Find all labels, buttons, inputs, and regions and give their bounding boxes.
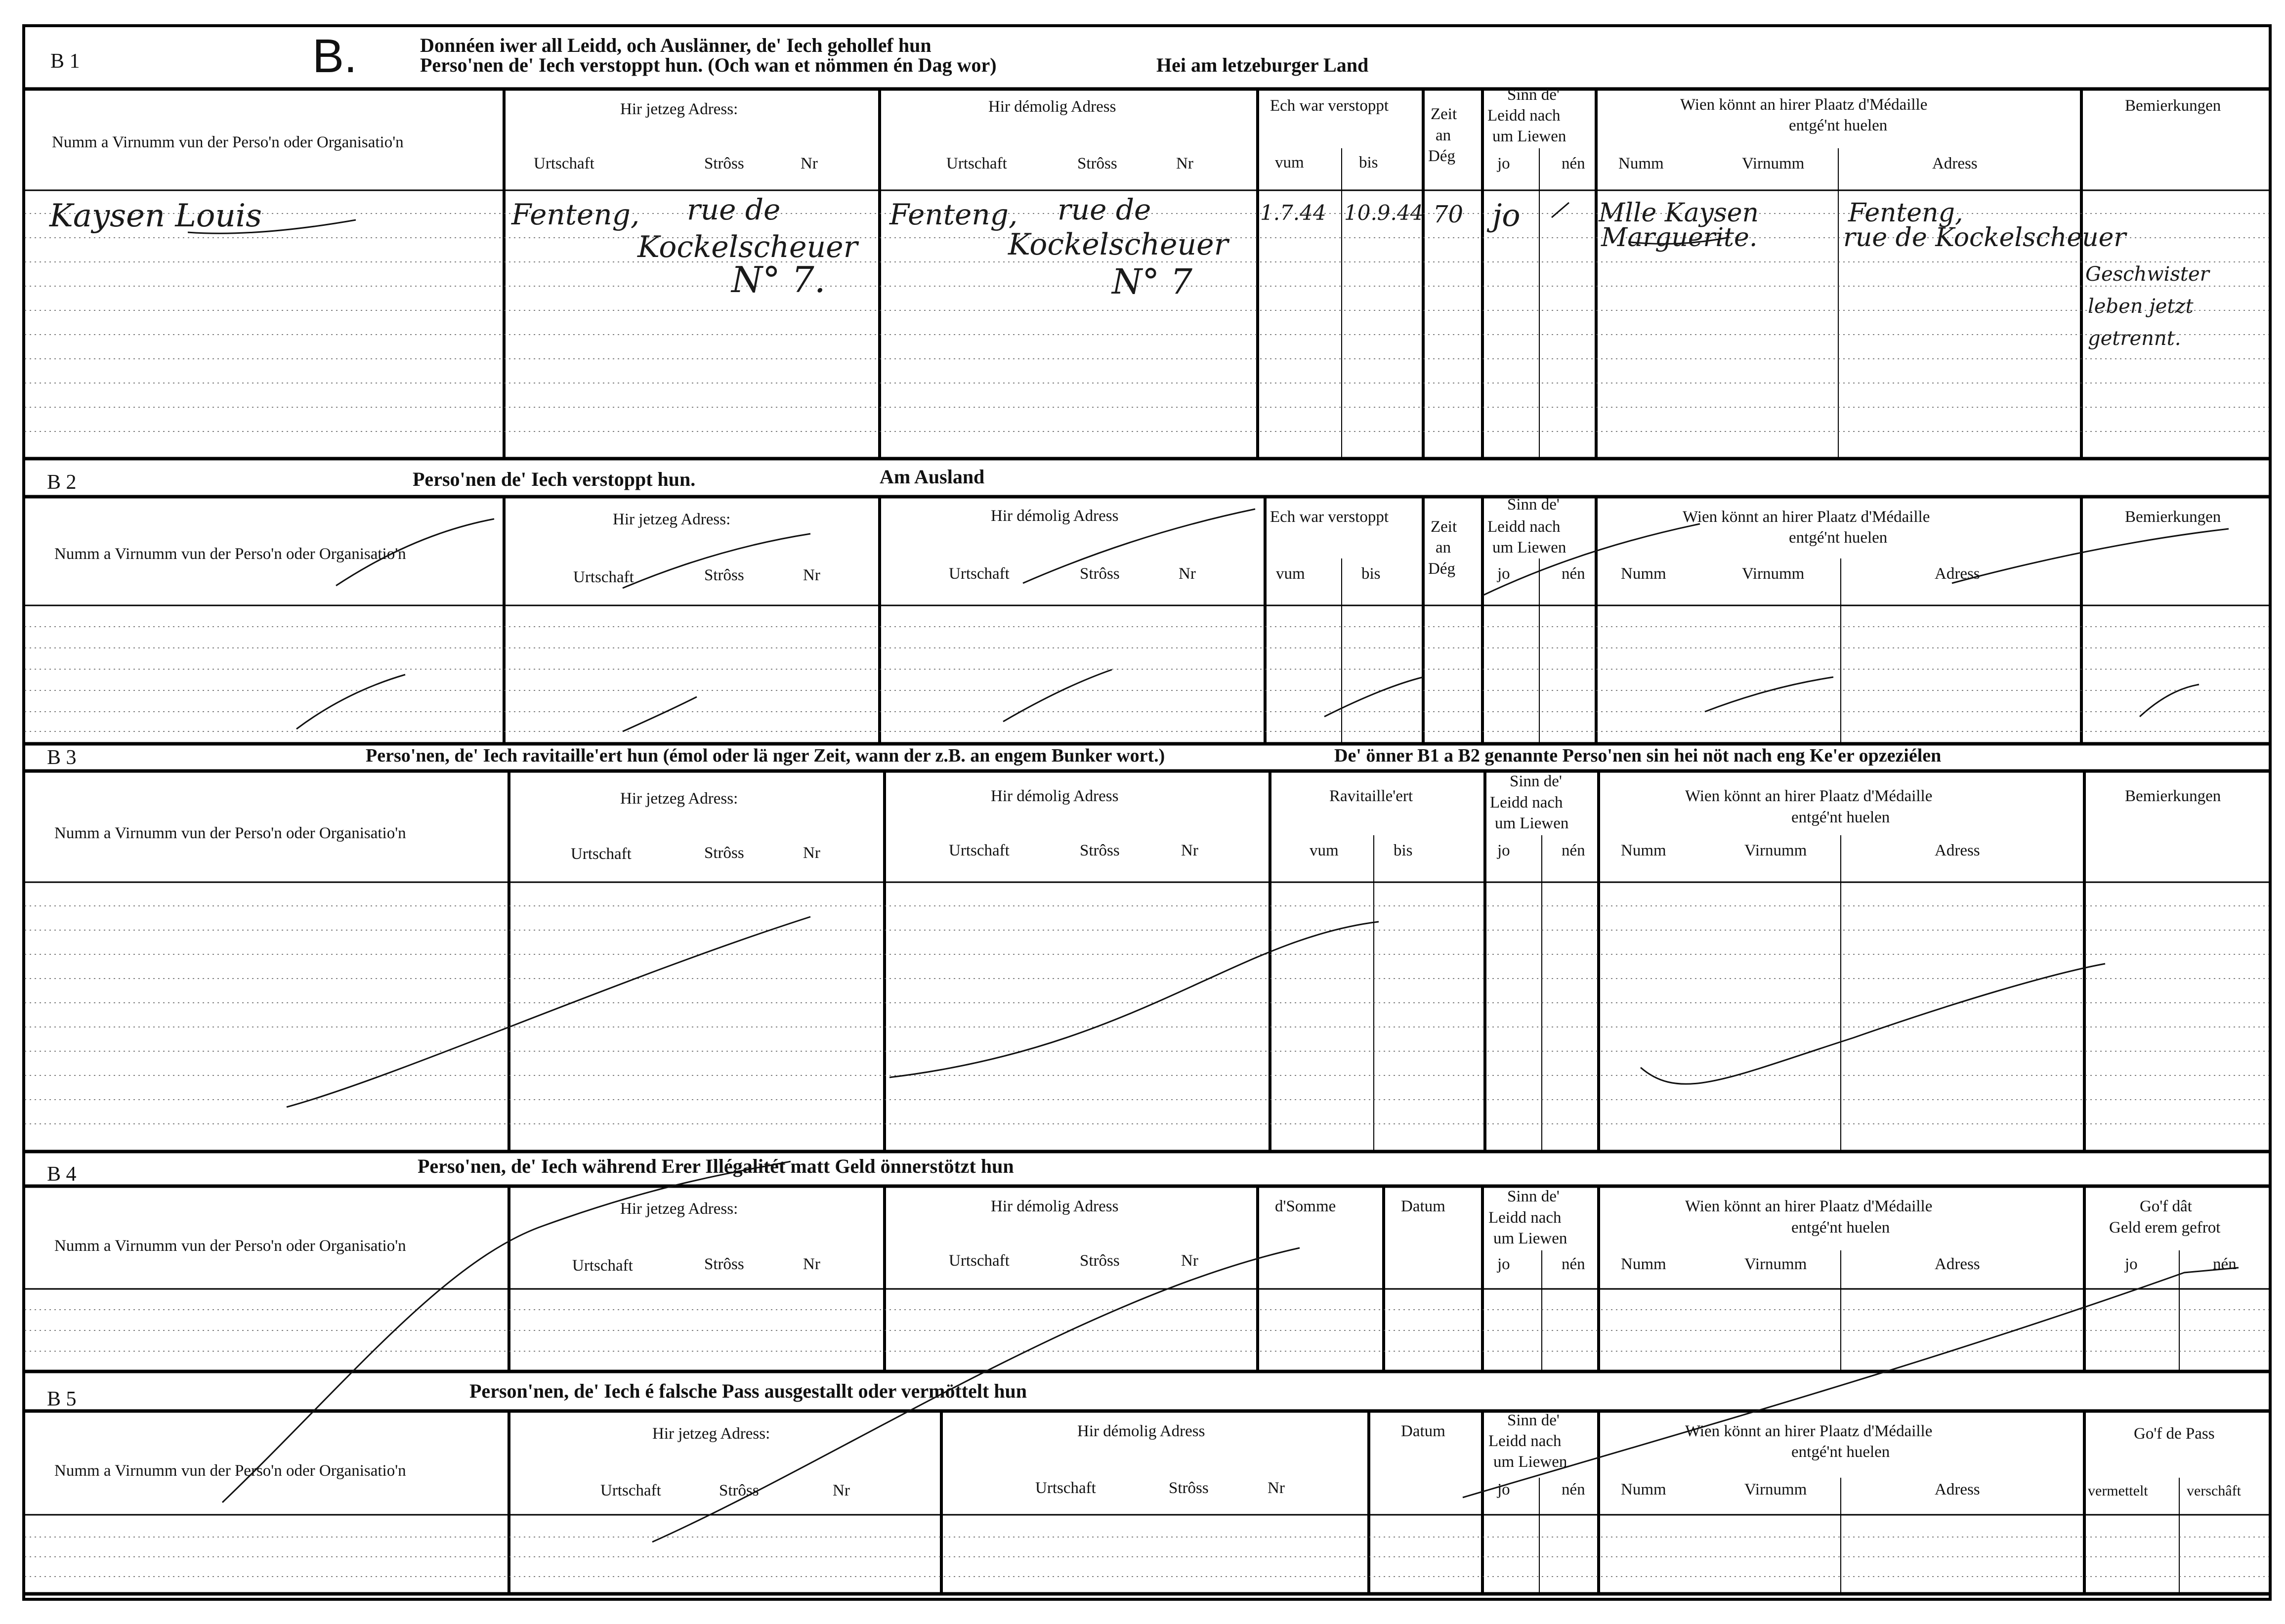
b3-nen: nén	[1562, 842, 1585, 859]
b4-virnumm: Virnumm	[1744, 1255, 1807, 1273]
b3-alive3: um Liewen	[1495, 814, 1569, 832]
entry-from: 1.7.44	[1260, 201, 1326, 225]
b4-gof1: Go'f dât	[2140, 1197, 2192, 1215]
b5-alive2: Leidd nach	[1488, 1432, 1562, 1450]
b4-cur-nr: Nr	[803, 1255, 820, 1273]
b5-alive1: Sinn de'	[1507, 1411, 1560, 1429]
b4-gof-jo: jo	[2125, 1255, 2138, 1273]
b2-bis: bis	[1361, 565, 1381, 583]
section-label-b2: B 2	[47, 471, 77, 494]
b4-numm: Numm	[1621, 1255, 1666, 1273]
form-title-line1: Donnéen iwer all Leidd, och Auslänner, de' Iech gehollef hun	[420, 34, 931, 56]
b1-cur-nr: Nr	[801, 155, 818, 172]
b3-remarks: Bemierkungen	[2125, 787, 2221, 805]
b4-alive3: um Liewen	[1493, 1230, 1567, 1247]
b4-nen: nén	[1562, 1255, 1585, 1273]
b2-alive3: um Liewen	[1492, 539, 1566, 556]
b1-an: an	[1436, 127, 1451, 144]
form-title-right: Hei am letzeburger Land	[1156, 54, 1369, 76]
entry-remark3: getrennt.	[2088, 327, 2181, 350]
b5-old-stross: Strôss	[1169, 1479, 1209, 1497]
entry-old-place: Fenteng,	[889, 198, 1018, 231]
b4-current-address: Hir jetzeg Adress:	[620, 1200, 738, 1218]
b4-gof-nen: nén	[2213, 1255, 2237, 1273]
b5-numm: Numm	[1621, 1481, 1666, 1498]
b5-jo: jo	[1497, 1481, 1510, 1498]
b1-old-urtschaft: Urtschaft	[946, 155, 1007, 172]
b2-vum: vum	[1276, 565, 1305, 583]
b5-vermettelt: vermettelt	[2088, 1483, 2148, 1499]
b1-former-address: Hir démolig Adress	[988, 98, 1116, 116]
b1-nen: nén	[1562, 155, 1585, 172]
b3-numm: Numm	[1621, 842, 1666, 859]
entry-medal-addr2: rue de Kockelscheuer	[1843, 223, 2126, 253]
b2-cur-urtschaft: Urtschaft	[573, 568, 634, 586]
b2-old-stross: Strôss	[1080, 565, 1120, 583]
b3-current-address: Hir jetzeg Adress:	[620, 790, 738, 808]
b3-cur-nr: Nr	[803, 844, 820, 862]
b4-old-nr: Nr	[1181, 1252, 1198, 1270]
section-label-b4: B 4	[47, 1163, 77, 1186]
b1-cur-urtschaft: Urtschaft	[534, 155, 594, 172]
entry-cur-nr: N° 7.	[731, 259, 826, 300]
b2-former-address: Hir démolig Adress	[991, 507, 1119, 525]
b3-medal2: entgé'nt huelen	[1791, 809, 1890, 826]
b1-name-col: Numm a Virnumm vun der Perso'n oder Organisatio'n	[52, 133, 404, 151]
b5-alive3: um Liewen	[1493, 1453, 1567, 1471]
b1-zeit: Zeit	[1431, 105, 1457, 123]
b1-medal1: Wien könnt an hirer Plaatz d'Médaille	[1680, 96, 1928, 114]
b3-adress: Adress	[1935, 842, 1980, 859]
form-letter: B.	[312, 30, 357, 83]
b5-verschafft: verschâft	[2187, 1483, 2241, 1499]
b1-virnumm: Virnumm	[1742, 155, 1805, 172]
b2-nen: nén	[1562, 565, 1585, 583]
b5-medal1: Wien könnt an hirer Plaatz d'Médaille	[1685, 1422, 1933, 1440]
b5-medal2: entgé'nt huelen	[1791, 1443, 1890, 1461]
b3-vum: vum	[1310, 842, 1339, 859]
b5-nen: nén	[1562, 1481, 1585, 1498]
b1-deg: Dég	[1428, 147, 1455, 165]
b1-alive2: Leidd nach	[1487, 107, 1561, 125]
b5-adress: Adress	[1935, 1481, 1980, 1498]
entry-remark2: leben jetzt	[2088, 295, 2194, 318]
b5-heading: Person'nen, de' Iech é falsche Pass ausgestallt oder vermöttelt hun	[469, 1380, 1027, 1402]
b3-old-nr: Nr	[1181, 842, 1198, 859]
b1-old-nr: Nr	[1176, 155, 1193, 172]
b2-zeit: Zeit	[1431, 518, 1457, 536]
b1-alive1: Sinn de'	[1507, 86, 1560, 104]
b4-jo: jo	[1497, 1255, 1510, 1273]
entry-cur-street2: Kockelscheuer	[637, 230, 858, 264]
b1-numm: Numm	[1618, 155, 1664, 172]
b5-old-urtschaft: Urtschaft	[1035, 1479, 1096, 1497]
b5-pass: Go'f de Pass	[2134, 1425, 2215, 1443]
entry-cur-street: rue de	[687, 193, 781, 226]
b5-cur-urtschaft: Urtschaft	[600, 1482, 661, 1499]
b1-vum: vum	[1275, 154, 1304, 171]
b2-adress: Adress	[1935, 565, 1980, 583]
b2-medal1: Wien könnt an hirer Plaatz d'Médaille	[1683, 508, 1930, 526]
b3-heading-right: De' önner B1 a B2 genannte Perso'nen sin hei nöt nach eng Ke'er opzeziélen	[1334, 745, 1942, 766]
b2-numm: Numm	[1621, 565, 1666, 583]
b2-old-urtschaft: Urtschaft	[949, 565, 1010, 583]
entry-medal-first: Marguerite.	[1601, 223, 1758, 253]
entry-medal-name: Mlle Kaysen	[1599, 198, 1759, 228]
b3-ravit: Ravitaille'ert	[1329, 787, 1413, 805]
b4-alive1: Sinn de'	[1507, 1188, 1560, 1205]
b5-cur-stross: Strôss	[719, 1482, 759, 1499]
b2-remarks: Bemierkungen	[2125, 508, 2221, 526]
b3-jo: jo	[1497, 842, 1510, 859]
entry-remark1: Geschwister	[2085, 263, 2209, 286]
entry-old-street: rue de	[1058, 193, 1151, 226]
b1-bis: bis	[1359, 154, 1378, 171]
b5-old-nr: Nr	[1268, 1479, 1285, 1497]
form-title-line2: Perso'nen de' Iech verstoppt hun. (Och wan et nömmen én Dag wor)	[420, 54, 997, 76]
b5-datum: Datum	[1401, 1422, 1445, 1440]
b2-current-address: Hir jetzeg Adress:	[613, 511, 731, 528]
entry-cur-place: Fenteng,	[511, 198, 640, 231]
entry-alive: jo	[1492, 197, 1521, 233]
b3-old-stross: Strôss	[1080, 842, 1120, 859]
b4-old-urtschaft: Urtschaft	[949, 1252, 1010, 1270]
b5-current-address: Hir jetzeg Adress:	[652, 1425, 770, 1443]
b2-virnumm: Virnumm	[1742, 565, 1805, 583]
b3-cur-urtschaft: Urtschaft	[571, 845, 632, 863]
entry-old-street2: Kockelscheuer	[1008, 227, 1228, 262]
b5-cur-nr: Nr	[833, 1482, 850, 1499]
b2-name-col: Numm a Virnumm vun der Perso'n oder Organisatio'n	[54, 545, 406, 563]
b4-cur-urtschaft: Urtschaft	[572, 1257, 633, 1275]
b2-jo: jo	[1497, 565, 1510, 583]
b2-deg: Dég	[1428, 560, 1455, 578]
b3-name-col: Numm a Virnumm vun der Perso'n oder Organisatio'n	[54, 824, 406, 842]
b1-hidden: Ech war verstoppt	[1270, 97, 1389, 115]
b1-alive3: um Liewen	[1492, 128, 1566, 145]
entry-medal-addr1: Fenteng,	[1848, 198, 1963, 228]
b2-alive2: Leidd nach	[1487, 518, 1561, 536]
b2-an: an	[1436, 539, 1451, 556]
entry-to: 10.9.44	[1344, 201, 1424, 225]
b4-somme: d'Somme	[1275, 1197, 1336, 1215]
section-label-b1: B 1	[50, 50, 80, 73]
b2-medal2: entgé'nt huelen	[1789, 529, 1888, 547]
b4-datum: Datum	[1401, 1197, 1445, 1215]
b2-cur-nr: Nr	[803, 566, 820, 584]
b4-medal1: Wien könnt an hirer Plaatz d'Médaille	[1685, 1197, 1933, 1215]
b2-heading-right: Am Ausland	[880, 466, 985, 488]
section-label-b3: B 3	[47, 746, 77, 769]
b3-heading: Perso'nen, de' Iech ravitaille'ert hun (émol oder lä nger Zeit, wann der z.B. an engem Bunker wort.)	[366, 745, 1165, 766]
entry-old-nr: N° 7	[1112, 261, 1193, 302]
b4-cur-stross: Strôss	[704, 1255, 744, 1273]
b3-alive1: Sinn de'	[1510, 772, 1562, 790]
b3-former-address: Hir démolig Adress	[991, 787, 1119, 805]
entry-name: Kaysen Louis	[49, 198, 262, 234]
b2-heading: Perso'nen de' Iech verstoppt hun.	[413, 468, 696, 490]
b1-cur-stross: Strôss	[704, 155, 744, 172]
b3-cur-stross: Strôss	[704, 844, 744, 862]
b2-old-nr: Nr	[1179, 565, 1196, 583]
b2-hidden: Ech war verstoppt	[1270, 508, 1389, 526]
b1-adress: Adress	[1932, 155, 1978, 172]
b3-virnumm: Virnumm	[1744, 842, 1807, 859]
entry-days: 70	[1433, 201, 1464, 228]
b1-medal2: entgé'nt huelen	[1789, 117, 1888, 134]
b4-gof2: Geld erem gefrot	[2109, 1219, 2221, 1237]
b1-jo: jo	[1497, 155, 1510, 172]
b1-current-address: Hir jetzeg Adress:	[620, 100, 738, 118]
b1-old-stross: Strôss	[1077, 155, 1117, 172]
b4-name-col: Numm a Virnumm vun der Perso'n oder Organisatio'n	[54, 1237, 406, 1255]
b4-heading: Perso'nen, de' Iech während Erer Illégalitét matt Geld önnerstötzt hun	[418, 1155, 1014, 1177]
b4-medal2: entgé'nt huelen	[1791, 1219, 1890, 1237]
b4-alive2: Leidd nach	[1488, 1209, 1562, 1227]
b2-cur-stross: Strôss	[704, 566, 744, 584]
b5-virnumm: Virnumm	[1744, 1481, 1807, 1498]
b5-name-col: Numm a Virnumm vun der Perso'n oder Organisatio'n	[54, 1462, 406, 1480]
b3-bis: bis	[1394, 842, 1413, 859]
b4-former-address: Hir démolig Adress	[991, 1197, 1119, 1215]
b3-old-urtschaft: Urtschaft	[949, 842, 1010, 859]
section-label-b5: B 5	[47, 1388, 77, 1410]
b4-old-stross: Strôss	[1080, 1252, 1120, 1270]
b3-alive2: Leidd nach	[1490, 794, 1563, 812]
b5-former-address: Hir démolig Adress	[1077, 1422, 1205, 1440]
b2-alive1: Sinn de'	[1507, 496, 1560, 513]
b4-adress: Adress	[1935, 1255, 1980, 1273]
b1-remarks: Bemierkungen	[2125, 97, 2221, 115]
b3-medal1: Wien könnt an hirer Plaatz d'Médaille	[1685, 787, 1933, 805]
